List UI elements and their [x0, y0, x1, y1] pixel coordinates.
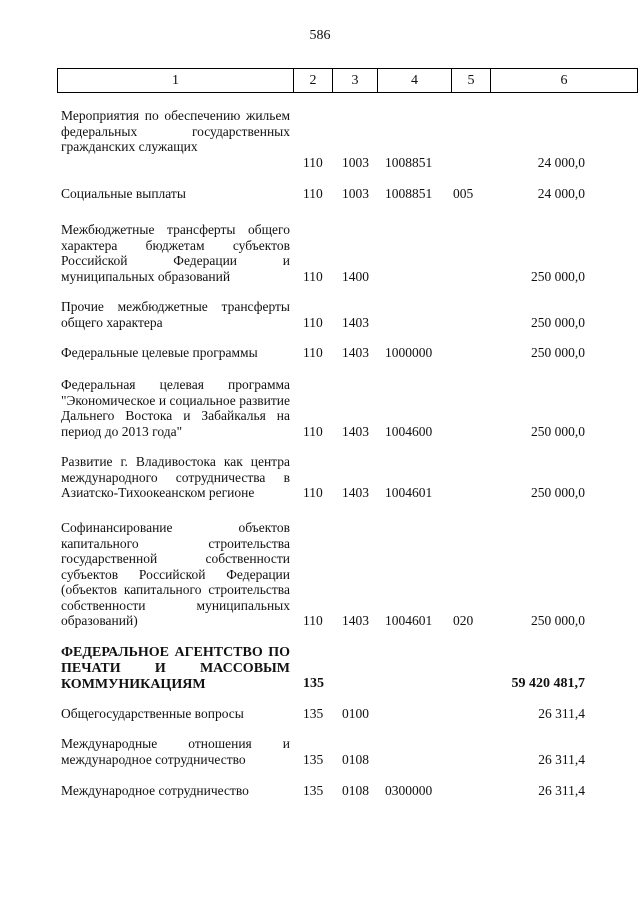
row-code-section: 1403 [342, 345, 369, 360]
row-amount: 250 000,0 [531, 613, 585, 628]
row-code-section: 0100 [342, 706, 369, 721]
row-code-target: 1004601 [385, 485, 433, 500]
row-amount: 250 000,0 [531, 315, 585, 330]
row-code-section: 1403 [342, 613, 369, 628]
row-code-section: 1403 [342, 485, 369, 500]
row-code-ministry: 110 [303, 345, 323, 360]
row-code-expense-type: 020 [453, 613, 474, 628]
row-description: Социальные выплаты [61, 186, 186, 201]
row-description: Прочие межбюджетные трансферты общего характера [61, 299, 290, 330]
row-code-target: 0300000 [385, 783, 433, 798]
row-amount: 26 311,4 [538, 752, 585, 767]
row-code-ministry: 110 [303, 269, 323, 284]
row-description: Общегосударственные вопросы [61, 706, 244, 721]
row-code-ministry: 110 [303, 485, 323, 500]
row-code-ministry: 135 [303, 676, 324, 691]
row-code-target: 1000000 [385, 345, 433, 360]
row-description: Развитие г. Владивостока как центра международного сотрудничества в Азиатско-Тихоокеанском регионе [61, 454, 290, 500]
column-header-4: 4 [378, 69, 452, 93]
row-amount: 26 311,4 [538, 706, 585, 721]
row-code-target: 1004600 [385, 424, 433, 439]
column-header-6: 6 [491, 69, 638, 93]
row-code-ministry: 110 [303, 424, 323, 439]
row-code-section: 1003 [342, 186, 369, 201]
row-amount: 250 000,0 [531, 485, 585, 500]
row-code-ministry: 110 [303, 613, 323, 628]
row-amount: 26 311,4 [538, 783, 585, 798]
row-code-ministry: 110 [303, 155, 323, 170]
row-amount: 250 000,0 [531, 424, 585, 439]
row-description: Федеральные целевые программы [61, 345, 258, 360]
row-code-section: 1003 [342, 155, 369, 170]
row-amount: 250 000,0 [531, 269, 585, 284]
row-description: Международное сотрудничество [61, 783, 249, 798]
row-description: Софинансирование объектов капитального строительства государственной собственности субъектов Российской Федерации (объектов капитального строительства собственности муниципальных образований) [61, 520, 290, 628]
row-amount: 24 000,0 [537, 155, 585, 170]
row-code-section: 1400 [342, 269, 369, 284]
row-amount: 59 420 481,7 [511, 676, 585, 691]
row-code-section: 1403 [342, 315, 369, 330]
row-amount: 250 000,0 [531, 345, 585, 360]
row-code-target: 1004601 [385, 613, 433, 628]
column-header-2: 2 [294, 69, 333, 93]
row-code-section: 0108 [342, 752, 369, 767]
row-code-expense-type: 005 [453, 186, 474, 201]
column-header-3: 3 [333, 69, 378, 93]
row-code-target: 1008851 [385, 186, 433, 201]
row-code-target: 1008851 [385, 155, 433, 170]
row-code-section: 0108 [342, 783, 369, 798]
row-description: Межбюджетные трансферты общего характера бюджетам субъектов Российской Федерации и муниципальных образований [61, 222, 290, 284]
row-code-section: 1403 [342, 424, 369, 439]
page-number: 586 [309, 28, 331, 43]
row-description: Федеральная целевая программа "Экономическое и социальное развитие Дальнего Востока и Забайкалья на период до 2013 года" [61, 377, 290, 439]
column-header-1: 1 [58, 69, 294, 93]
row-code-ministry: 110 [303, 186, 323, 201]
row-amount: 24 000,0 [537, 186, 585, 201]
row-code-ministry: 135 [303, 752, 324, 767]
row-description: Международные отношения и международное сотрудничество [61, 736, 290, 767]
column-header-5: 5 [452, 69, 491, 93]
row-code-ministry: 135 [303, 783, 324, 798]
row-code-ministry: 135 [303, 706, 324, 721]
agency-heading: ФЕДЕРАЛЬНОЕ АГЕНТСТВО ПО ПЕЧАТИ И МАССОВЫМ КОММУНИКАЦИЯМ [61, 645, 290, 692]
row-description: Мероприятия по обеспечению жильем федеральных государственных гражданских служащих [61, 108, 290, 154]
row-code-ministry: 110 [303, 315, 323, 330]
